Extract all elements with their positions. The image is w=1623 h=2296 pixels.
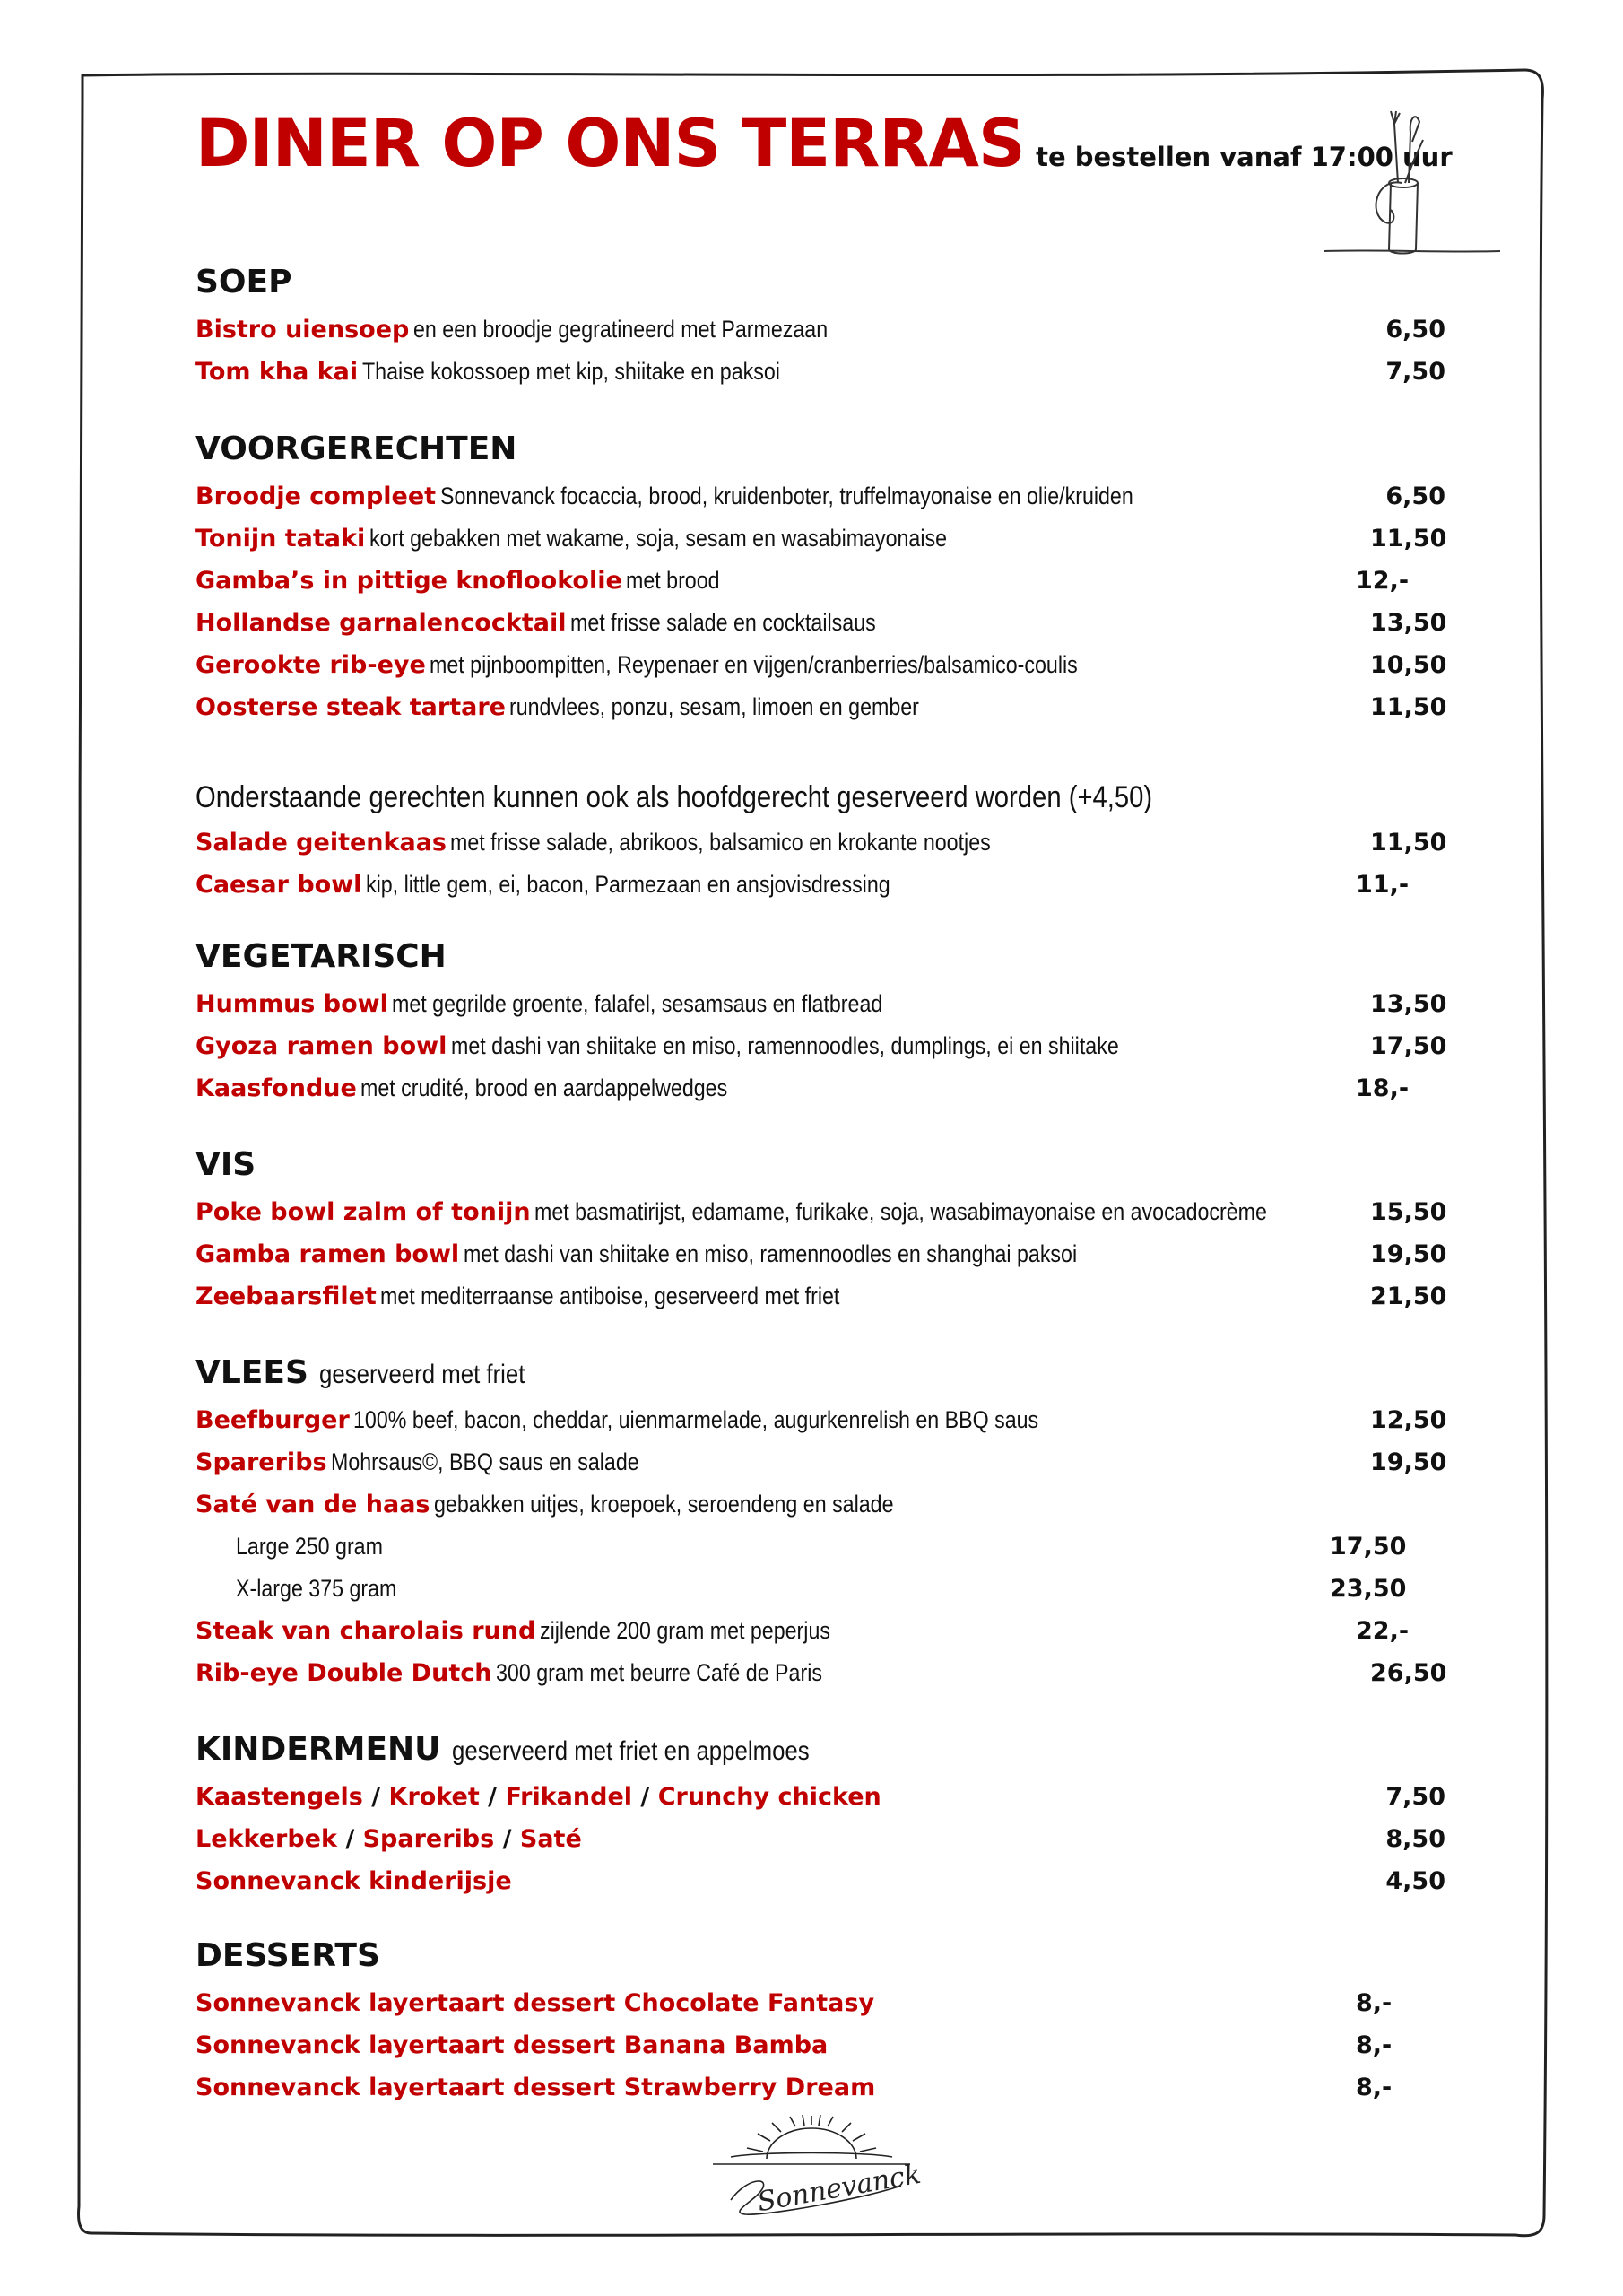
dish-price: 8,-: [1356, 2031, 1393, 2059]
dish-description: en een broodje gegratineerd met Parmezaan: [412, 316, 828, 343]
dish-description: rundvlees, ponzu, sesam, limoen en gember: [509, 693, 920, 720]
menu-item: [195, 1025, 1447, 1067]
section-heading: VEGETARISCH: [195, 938, 447, 975]
dish-separator: /: [336, 1825, 363, 1853]
dish-price: 4,50: [1385, 1867, 1445, 1895]
dish-price: 11,-: [1356, 871, 1410, 899]
menu-item: [195, 351, 1445, 393]
menu-item: [195, 686, 1447, 728]
dish-name: Bistro uiensoep: [195, 316, 410, 344]
dish-price: 10,50: [1370, 651, 1447, 679]
header: [195, 106, 1453, 182]
dish-price: 17,50: [1330, 1533, 1407, 1561]
menu-item: [195, 1275, 1447, 1318]
dish-name: Gyoza ramen bowl: [195, 1032, 447, 1060]
dish-description: 100% beef, bacon, cheddar, uienmarmelade, augurkenrelish en BBQ saus: [353, 1406, 1039, 1433]
dish-price: 19,50: [1370, 1448, 1447, 1476]
dish-name: Kroket: [388, 1783, 480, 1811]
dish-name: Sonnevanck kinderijsje: [195, 1867, 512, 1895]
dish-name: Tonijn tataki: [195, 525, 366, 552]
menu-item: [195, 822, 1447, 864]
section-kindermenu: [195, 1724, 1445, 1902]
dish-name: Kaastengels: [195, 1783, 363, 1811]
menu-item: [195, 475, 1445, 517]
dish-price: 11,50: [1370, 525, 1447, 552]
dish-description: Mohrsaus©, BBQ saus en salade: [331, 1448, 639, 1475]
dish-price: 21,50: [1370, 1283, 1447, 1310]
section-soep: [195, 257, 1445, 393]
section-note: Onderstaande gerechten kunnen ook als hoofdgerecht geserveerd worden (+4,50): [195, 780, 1153, 814]
section-vegetarisch: [195, 931, 1447, 1109]
cutlery-cup-icon: [1323, 106, 1502, 263]
dish-price: 8,-: [1356, 1989, 1393, 2017]
menu-item: [195, 602, 1447, 644]
dish-name: Saté van de haas: [195, 1491, 430, 1518]
dish-price: 17,50: [1370, 1032, 1447, 1060]
dish-price: 11,50: [1370, 693, 1447, 721]
dish-separator: /: [632, 1783, 658, 1811]
section-heading-row: [195, 1724, 1433, 1776]
menu-item: [195, 983, 1447, 1025]
section-heading: SOEP: [195, 264, 292, 300]
menu-item: [195, 560, 1433, 602]
dish-variant: Large 250 gram: [236, 1533, 383, 1560]
dish-description: Sonnevanck focaccia, brood, kruidenboter, truffelmayonaise en olie/kruiden: [439, 483, 1133, 509]
dish-price: 22,-: [1356, 1617, 1410, 1645]
dish-name: Saté: [519, 1825, 582, 1853]
dish-price: 11,50: [1370, 829, 1447, 857]
menu-item: [195, 1399, 1447, 1441]
section-heading-note: geserveerd met friet: [319, 1360, 525, 1389]
dish-price: 26,50: [1370, 1659, 1447, 1687]
dish-name: Sonnevanck layertaart dessert Banana Bamba: [195, 2031, 829, 2059]
menu-item: [195, 1441, 1447, 1483]
dish-description: zijlende 200 gram met peperjus: [539, 1617, 830, 1644]
dish-name: Salade geitenkaas: [195, 829, 447, 857]
dish-description: met basmatirijst, edamame, furikake, soja, wasabimayonaise en avocadocrème: [534, 1198, 1267, 1225]
section-vlees: [195, 1347, 1473, 1694]
menu-item: [195, 1483, 1433, 1526]
dish-name: Broodje compleet: [195, 483, 437, 510]
dish-name: Tom kha kai: [195, 358, 359, 386]
dish-name: Zeebaarsfilet: [195, 1283, 377, 1310]
menu-item: [195, 1233, 1447, 1275]
dish-name: Sonnevanck layertaart dessert Strawberry Dream: [195, 2074, 876, 2101]
dish-price: 12,-: [1356, 567, 1410, 595]
dish-price: 13,50: [1370, 609, 1447, 637]
dish-name: Hummus bowl: [195, 990, 388, 1018]
dish-name: Rib-eye Double Dutch: [195, 1659, 492, 1687]
dish-name: Kaasfondue: [195, 1074, 357, 1102]
dish-separator: /: [479, 1783, 506, 1811]
menu-item: [195, 2066, 1433, 2109]
dish-price: 19,50: [1370, 1240, 1447, 1268]
section-heading-note: geserveerd met friet en appelmoes: [451, 1736, 810, 1766]
menu-item-variant: [195, 1526, 1473, 1568]
sun-logo-icon: [695, 2112, 928, 2229]
dish-name: Spareribs: [195, 1448, 327, 1476]
dish-separator: /: [362, 1783, 389, 1811]
menu-item: [195, 1818, 1445, 1860]
dish-description: met dashi van shiitake en miso, ramennoodles en shanghai paksoi: [463, 1240, 1077, 1267]
menu-item-variant: [195, 1568, 1473, 1610]
dish-name: Oosterse steak tartare: [195, 693, 506, 721]
dish-price: 7,50: [1385, 1783, 1445, 1811]
dish-name: Poke bowl zalm of tonijn: [195, 1198, 531, 1226]
dish-description: met frisse salade, abrikoos, balsamico en krokante nootjes: [450, 829, 992, 856]
dish-description: met crudité, brood en aardappelwedges: [360, 1074, 728, 1101]
dish-description: 300 gram met beurre Café de Paris: [495, 1659, 822, 1686]
section-desserts: [195, 1930, 1433, 2109]
section-heading: VIS: [195, 1146, 256, 1183]
dish-name: Gamba’s in pittige knoflookolie: [195, 567, 622, 595]
page-subtitle: te bestellen vanaf 17:00 uur: [1036, 142, 1453, 172]
section-heading: VLEES: [195, 1354, 308, 1391]
dish-price: 8,50: [1385, 1825, 1445, 1853]
section-voorgerechten: [195, 423, 1447, 728]
dish-name: Gamba ramen bowl: [195, 1240, 460, 1268]
menu-item: [195, 1067, 1433, 1109]
logo-text: Sonnevanck: [755, 2158, 924, 2219]
section-heading: KINDERMENU: [195, 1731, 441, 1768]
dish-price: 8,-: [1356, 2074, 1393, 2101]
dish-price: 18,-: [1356, 1074, 1410, 1102]
dish-price: 6,50: [1385, 316, 1445, 344]
dish-price: 12,50: [1370, 1406, 1447, 1434]
section-note-row: [195, 773, 1433, 822]
section-heading: VOORGERECHTEN: [195, 430, 517, 467]
dish-name: Crunchy chicken: [657, 1783, 881, 1811]
menu-item: [195, 1191, 1447, 1233]
dish-name: Sonnevanck layertaart dessert Chocolate Fantasy: [195, 1989, 875, 2017]
dish-price: 7,50: [1385, 358, 1445, 386]
dish-description: met brood: [626, 567, 720, 594]
menu-item: [195, 1860, 1445, 1902]
section-vis: [195, 1139, 1447, 1318]
dish-name: Hollandse garnalencocktail: [195, 609, 567, 637]
menu-item: [195, 2024, 1433, 2066]
dish-price: 15,50: [1370, 1198, 1447, 1226]
dish-description: kort gebakken met wakame, soja, sesam en wasabimayonaise: [369, 525, 947, 552]
menu-item: [195, 1610, 1433, 1652]
dish-description: met mediterraanse antiboise, geserveerd met friet: [380, 1283, 840, 1309]
menu-item: [195, 1776, 1445, 1818]
dish-description: met dashi van shiitake en miso, ramennoodles, dumplings, ei en shiitake: [450, 1032, 1119, 1059]
dish-name: Gerookte rib-eye: [195, 651, 426, 679]
dish-description: gebakken uitjes, kroepoek, seroendeng en salade: [433, 1491, 894, 1518]
menu-item: [195, 517, 1447, 560]
dish-name: Beefburger: [195, 1406, 350, 1434]
section-heading: DESSERTS: [195, 1937, 380, 1974]
dish-name: Lekkerbek: [195, 1825, 337, 1853]
dish-price: 13,50: [1370, 990, 1447, 1018]
dish-description: kip, little gem, ei, bacon, Parmezaan en ansjovisdressing: [365, 871, 890, 898]
menu-item: [195, 309, 1445, 351]
dish-description: met gegrilde groente, falafel, sesamsaus en flatbread: [392, 990, 883, 1017]
dish-description: met frisse salade en cocktailsaus: [569, 609, 876, 636]
dish-variant: X-large 375 gram: [236, 1575, 397, 1602]
menu-item: [195, 1982, 1433, 2024]
dish-price: 23,50: [1330, 1575, 1407, 1603]
dish-description: Thaise kokossoep met kip, shiitake en paksoi: [361, 358, 780, 385]
section-heading-row: [195, 1347, 1473, 1399]
menu-item: [195, 644, 1447, 686]
dish-description: met pijnboompitten, Reypenaer en vijgen/cranberries/balsamico-coulis: [430, 651, 1079, 678]
dish-price: 6,50: [1385, 483, 1445, 510]
dish-name: Spareribs: [362, 1825, 495, 1853]
menu-item: [195, 1652, 1447, 1694]
section-hoofdgerecht-optie: [195, 773, 1447, 906]
menu-item: [195, 864, 1433, 906]
dish-name: Steak van charolais rund: [195, 1617, 536, 1645]
dish-separator: /: [494, 1825, 520, 1853]
dish-name: Caesar bowl: [195, 871, 362, 899]
dish-name: Frikandel: [505, 1783, 633, 1811]
page-title: DINER OP ONS TERRAS: [195, 106, 1025, 182]
